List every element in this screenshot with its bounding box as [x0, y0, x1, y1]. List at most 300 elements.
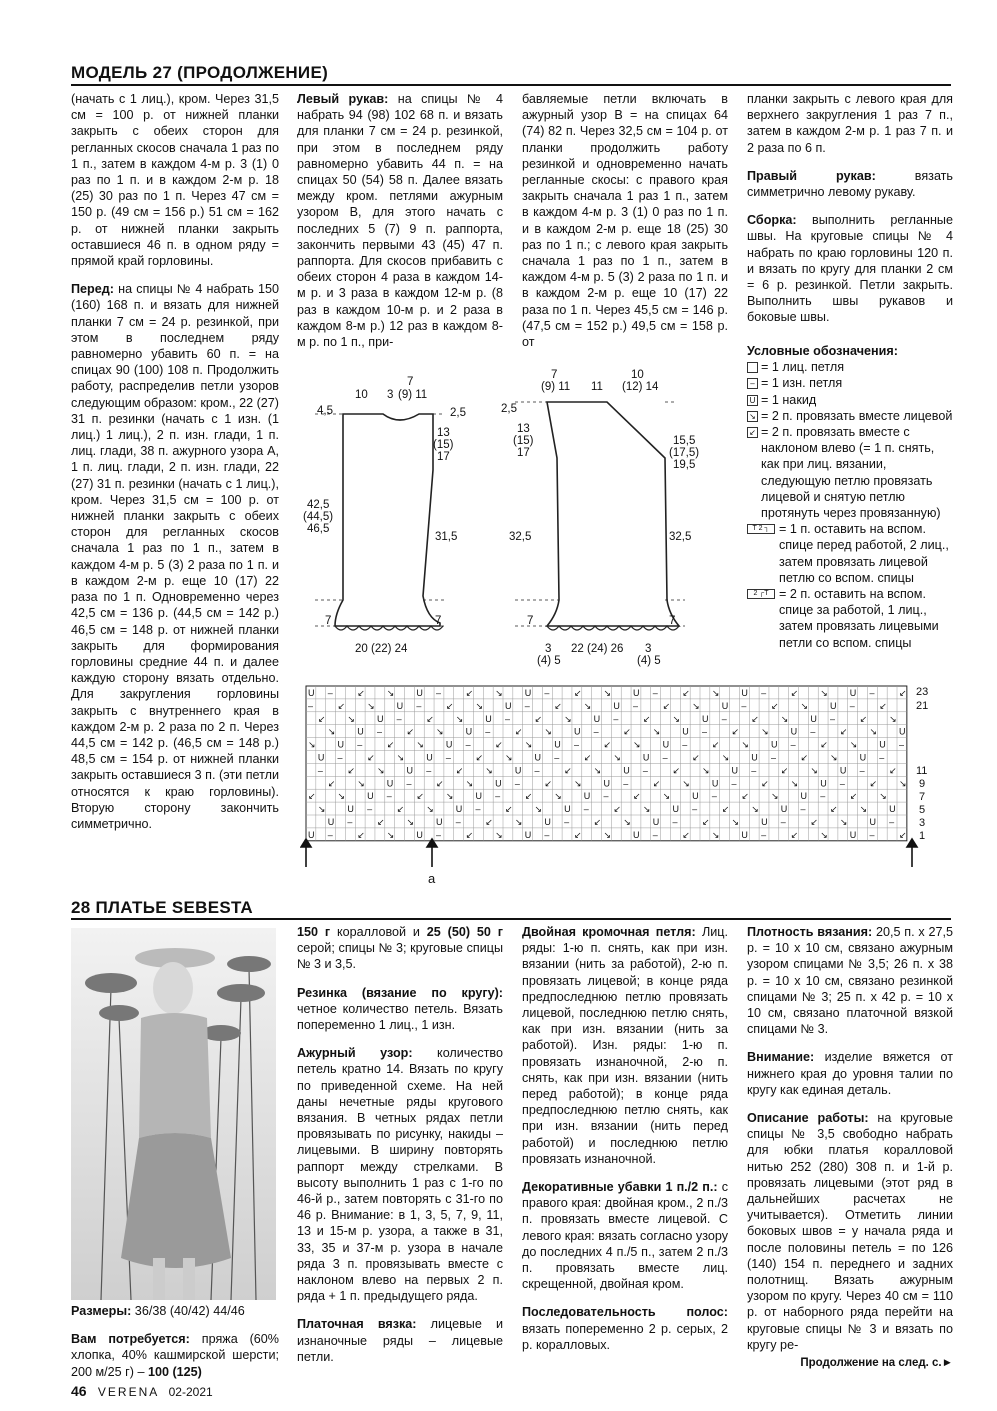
ssk-mark: ↙ — [534, 713, 543, 724]
yarnover-mark: U — [406, 765, 413, 776]
k2tog-mark: ↘ — [889, 713, 897, 724]
ssk-mark: ↙ — [524, 791, 533, 802]
yarnover-mark: U — [416, 688, 423, 698]
yarnover-mark: U — [761, 817, 768, 827]
ssk-mark: ↙ — [327, 778, 336, 789]
yarnover-mark: U — [839, 765, 847, 776]
sleeve-dim-left-raglan-3: 17 — [517, 447, 530, 459]
purl-mark: – — [554, 752, 560, 763]
k2tog-mark: ↘ — [544, 726, 552, 737]
model-photo — [71, 928, 276, 1300]
decreases-text: с правого края: двойная кром., 2 п./3 п. провязать вместе лицевой. С левого края: вязать согласно узору до последних 4 п./5 п., затем 2 п./3 п. провязать вместе лиц. скрещенной, двойная кром. — [522, 1180, 728, 1292]
purl-mark: – — [327, 829, 333, 840]
purl-mark: – — [573, 739, 579, 750]
sleeve-dim-side-right: 32,5 — [669, 531, 692, 543]
ssk-mark: ↙ — [889, 765, 897, 776]
k2tog-mark: ↘ — [475, 700, 483, 711]
ssk-mark: ↙ — [386, 739, 395, 750]
purl-mark: – — [702, 726, 708, 737]
ssk-mark: ↙ — [652, 778, 661, 789]
purl-mark: – — [357, 739, 363, 750]
k2tog-mark: ↘ — [603, 829, 612, 840]
purl-mark: – — [337, 752, 343, 763]
sleeve-dim-bottom-left-2: (4) 5 — [537, 655, 561, 667]
purl-mark: – — [790, 739, 796, 750]
k2tog-mark: ↘ — [859, 804, 868, 815]
paragraph-work — [747, 1110, 953, 1353]
k2tog-mark: ↘ — [800, 700, 809, 711]
legend-text: = 1 лиц. петля — [761, 360, 845, 375]
yarnover-mark: U — [514, 765, 522, 776]
yarnover-mark: U — [573, 726, 581, 737]
purl-mark: – — [524, 700, 530, 711]
sizes-text: 36/38 (40/42) 44/46 — [131, 1304, 245, 1318]
yarnover-mark: U — [613, 700, 620, 711]
heading-rib: Резинка (вязание по кругу): — [297, 985, 503, 1000]
yarnover-mark: U — [396, 700, 404, 711]
yarnover-mark: U — [308, 829, 315, 840]
sleeve-dim-top-11a: (9) 11 — [541, 381, 571, 393]
front-dim-top-10: 10 — [355, 389, 368, 401]
k2tog-mark: ↘ — [337, 791, 346, 802]
chart-marker-a: а — [428, 871, 436, 886]
purl-mark: – — [505, 713, 511, 724]
k2tog-mark: ↘ — [308, 739, 316, 750]
purl-mark: – — [780, 817, 786, 827]
footer — [71, 1383, 213, 1399]
ssk-mark: ↙ — [879, 700, 887, 711]
ssk-mark: ↙ — [662, 700, 671, 711]
ssk-mark: ↙ — [682, 688, 690, 698]
sleeve-dim-left-raglan-2: (15) — [513, 435, 534, 447]
row-number: 1 — [919, 830, 926, 842]
purl-mark: – — [800, 804, 806, 815]
yarnover-mark: U — [849, 688, 857, 698]
ssk-mark: ↙ — [613, 804, 621, 815]
yarnover-mark: U — [524, 829, 532, 840]
purl-mark: – — [544, 688, 550, 698]
garter-text: лицевые и изнаночные ряды – лицевые петли. — [297, 1317, 503, 1364]
purl-mark: – — [652, 829, 658, 840]
sleeve-dim-right-raglan-3: 19,5 — [673, 459, 696, 471]
sleeve-dim-bottom-mid: 22 (24) 26 — [571, 643, 624, 655]
ssk-mark: ↙ — [573, 688, 582, 698]
text-column-4 — [747, 91, 953, 338]
knit-symbol-icon — [747, 362, 758, 373]
ssk-mark: ↙ — [761, 778, 769, 789]
stripes-text: вязать попеременно 2 р. серых, 2 р. коралловых. — [522, 1321, 728, 1352]
yarnover-mark: U — [810, 713, 817, 724]
lace-text: количество петель кратно 14. Вязать по кругу по приведенной схеме. На ней даны нечетные ряды кругового вязания. В четных рядах петли провязывать по рисунку, накиды – лицевыми. В ширину повторять раппорт между стрелками. В высоту выполнить 1 раз с 1-го по 46-й р., затем повторять с 31-го по 46 р. Внимание: в 1, 3, 5, 7, 9, 11, 13 и 15-м р. узора, а также в 31, 33, 35 и 37-м р. узора в начале ряда 3 п. провязывать вместе с наклоном влево на первых 2 п. ряда + 1 п. предыдущего ряда. — [297, 1046, 503, 1304]
purl-mark: – — [711, 791, 717, 802]
yarnover-mark: U — [564, 804, 571, 815]
purl-symbol-icon: – — [747, 378, 758, 389]
ssk-mark: ↙ — [367, 752, 375, 763]
front-dim-side: 31,5 — [435, 531, 458, 543]
ssk-mark: ↙ — [564, 765, 572, 776]
purl-mark: – — [672, 817, 678, 827]
yarnover-mark: U — [308, 688, 315, 698]
yarnover-mark: U — [642, 752, 650, 763]
heading-garter: Платочная вязка: — [297, 1317, 417, 1332]
purl-mark: – — [406, 778, 412, 789]
purl-mark: – — [810, 726, 816, 737]
sleeve-dim-bottom-left-1: 3 — [545, 643, 552, 655]
yarnover-mark: U — [426, 752, 433, 763]
purl-mark: – — [830, 713, 836, 724]
yarnover-mark: U — [889, 804, 896, 815]
yarnover-mark: U — [524, 688, 532, 698]
yarnover-mark: U — [780, 804, 788, 815]
heading-assembly: Сборка: — [747, 213, 797, 228]
magazine-name: VERENA — [97, 1385, 160, 1399]
edge-text: Лиц. ряды: 1-ю п. снять, как при изн. вязании (нить за работой), 2-ю п. провязать лицевой; в конце ряда предпоследнюю петлю провязать лицевой, последнюю петлю снять, как при изн. вязании (нить за работой). Изн. ряды: 1-ю п. провязать изнаночной, 2-ю п. снять, как при изн. вязании (нить перед работой); в конце ряда предпоследнюю петлю снять, как при изн. вязании (нить перед работой) и последнюю петлю провязать изнаночной. — [522, 925, 728, 1166]
heading-front: Перед: — [71, 282, 114, 297]
ssk-mark: ↙ — [820, 739, 828, 750]
right-sleeve-text: вязать симметрично левому рукаву. — [747, 168, 953, 200]
ssk-mark: ↙ — [642, 713, 651, 724]
ssk-mark: ↙ — [682, 829, 690, 840]
title-underline — [71, 84, 951, 86]
purl-mark: – — [662, 752, 668, 763]
k2tog-mark: ↘ — [416, 739, 424, 750]
sleeve-dim-right-raglan-1: 15,5 — [673, 435, 696, 447]
yarnover-mark: U — [554, 739, 561, 750]
purl-mark: – — [869, 688, 875, 698]
stitch-chart — [300, 683, 940, 888]
k2tog-mark: ↘ — [682, 778, 690, 789]
yarnover-mark: U — [593, 713, 601, 724]
ssk-mark: ↙ — [436, 778, 444, 789]
yarnover-mark: U — [800, 791, 807, 802]
yarnover-symbol-icon: U — [747, 395, 758, 406]
k2tog-mark: ↘ — [761, 726, 769, 737]
purl-mark: – — [820, 791, 826, 802]
ssk-mark: ↙ — [376, 817, 385, 827]
sleeve-dim-top-10: 10 — [631, 369, 644, 381]
ssk-mark: ↙ — [465, 688, 474, 698]
legend — [747, 343, 953, 651]
heading-attention: Внимание: — [747, 1050, 815, 1065]
k2tog-mark: ↘ — [662, 791, 671, 802]
purl-mark: – — [514, 778, 520, 789]
ssk-mark: ↙ — [406, 726, 415, 737]
yarnover-mark: U — [879, 739, 886, 750]
k2tog-mark: ↘ — [406, 817, 415, 827]
purl-mark: – — [741, 700, 747, 711]
ssk-mark: ↙ — [573, 829, 582, 840]
paragraph-rib — [297, 985, 503, 1034]
attention-text: изделие вяжется от нижнего края до уровня талии по кругу как единая деталь. — [747, 1050, 953, 1097]
yarnover-mark: U — [790, 726, 798, 737]
legend-item-cable-front — [747, 521, 953, 586]
k2tog-mark: ↘ — [652, 726, 661, 737]
ssk-mark: ↙ — [593, 817, 602, 827]
yarnover-mark: U — [544, 817, 551, 827]
yarnover-mark: U — [416, 829, 423, 840]
materials-amount: 100 (125) — [147, 1364, 202, 1379]
heading-materials: Вам потребуется: — [71, 1332, 190, 1347]
section-title: 28 ПЛАТЬЕ SEBESTA — [71, 898, 254, 917]
sleeve-dim-band-left: 7 — [527, 615, 534, 627]
yarnover-mark: U — [633, 829, 640, 840]
yarn-text-2: серой; спицы № 3; круговые спицы № 3 и 3,5. — [297, 941, 503, 972]
purl-mark: – — [751, 765, 757, 776]
yarnover-mark: U — [386, 778, 394, 789]
heading-stripes: Последовательность полос: — [522, 1305, 728, 1320]
legend-item-cable-back — [747, 586, 953, 651]
front-dim-shoulder: 2,5 — [450, 407, 466, 419]
paragraph-yarn — [297, 924, 503, 973]
heading-lace: Ажурный узор: — [297, 1046, 413, 1061]
front-dim-height-3: 46,5 — [307, 523, 330, 535]
purl-mark: – — [317, 765, 323, 776]
front-dim-raglan-2: (15) — [433, 439, 454, 451]
ssk-symbol-icon: ↙ — [747, 427, 758, 438]
purl-mark: – — [692, 804, 698, 815]
legend-text: = 2 п. оставить на вспом. спице за работой, 1 лиц., затем провязать лицевыми петли со вспом. спицы — [779, 587, 939, 650]
sizes-block — [71, 1303, 279, 1392]
yarnover-mark: U — [672, 804, 679, 815]
yarnover-mark: U — [662, 739, 670, 750]
ssk-mark: ↙ — [357, 829, 365, 840]
ssk-mark: ↙ — [849, 791, 858, 802]
paragraph-sleeve-top: планки закрыть с левого края для верхнего закругления 1 раз 7 п., затем в каждом 2-м р. 1 раз 7 п. и 2 раза по 6 п. — [747, 92, 953, 155]
ssk-mark: ↙ — [465, 829, 474, 840]
k2tog-mark: ↘ — [711, 688, 720, 698]
purl-mark: – — [426, 765, 432, 776]
ssk-mark: ↙ — [396, 804, 405, 815]
k2tog-mark: ↘ — [879, 791, 887, 802]
pattern-schematics — [295, 368, 735, 668]
heading-work: Описание работы: — [747, 1111, 869, 1126]
ssk-mark: ↙ — [416, 791, 424, 802]
k2tog-mark: ↘ — [780, 713, 789, 724]
text-column-b — [297, 924, 503, 1377]
yarnover-mark: U — [751, 752, 758, 763]
yarnover-mark: U — [869, 817, 876, 827]
yarnover-mark: U — [357, 726, 364, 737]
legend-text: = 1 изн. петля — [761, 376, 843, 391]
row-number: 11 — [916, 765, 928, 777]
yarn-amount-1: 150 г — [297, 925, 331, 939]
yarnover-mark: U — [376, 713, 384, 724]
front-dim-top-3: 3 — [387, 389, 394, 401]
row-number: 23 — [916, 686, 929, 698]
yarnover-mark: U — [741, 688, 748, 698]
text-column-1 — [71, 91, 279, 844]
legend-item-yarnover — [747, 392, 953, 408]
ssk-mark: ↙ — [770, 700, 779, 711]
gauge-text: 20,5 п. х 27,5 р. = 10 х 10 см, связано ажурным узором спицами № 3,5; 26 п. х 38 р. = 10 х 10 см, связано резинкой спицами № 3; 25 п. х 42 р. = 10 х 10 см, связано платочной вязкой спицами № 3. — [747, 925, 953, 1037]
paragraph-garter — [297, 1316, 503, 1365]
front-dim-band-right: 7 — [435, 615, 442, 627]
purl-mark: – — [416, 700, 422, 711]
legend-item-ssk — [747, 424, 953, 521]
k2tog-mark: ↘ — [386, 688, 395, 698]
yarnover-mark: U — [455, 804, 463, 815]
yarnover-mark: U — [327, 817, 335, 827]
yarnover-mark: U — [623, 765, 630, 776]
continue-note: Продолжение на след. с.► — [800, 1357, 953, 1370]
k2tog-mark: ↘ — [731, 817, 740, 827]
heading-edge: Двойная кромочная петля: — [522, 925, 696, 939]
ssk-mark: ↙ — [780, 765, 789, 776]
purl-mark: – — [652, 688, 658, 698]
k2tog-mark: ↘ — [495, 829, 503, 840]
k2tog-mark: ↘ — [524, 739, 533, 750]
ssk-mark: ↙ — [445, 700, 454, 711]
text-column-2 — [297, 91, 503, 362]
heading-sizes: Размеры: — [71, 1304, 132, 1318]
k2tog-mark: ↘ — [899, 778, 907, 789]
ssk-mark: ↙ — [830, 804, 838, 815]
yarnover-mark: U — [899, 726, 906, 737]
k2tog-mark: ↘ — [573, 778, 582, 789]
ssk-mark: ↙ — [475, 752, 483, 763]
ssk-mark: ↙ — [455, 765, 464, 776]
yarnover-mark: U — [692, 791, 699, 802]
sleeve-dim-top-7: 7 — [551, 369, 558, 381]
purl-mark: – — [445, 752, 451, 763]
heading-gauge: Плотность вязания: — [747, 925, 873, 939]
purl-mark: – — [564, 817, 570, 827]
heading-left-sleeve: Левый рукав: — [297, 92, 389, 106]
k2tog-mark: ↘ — [495, 688, 503, 698]
yarnover-mark: U — [849, 829, 857, 840]
k2tog-mark: ↘ — [465, 778, 474, 789]
ssk-mark: ↙ — [721, 804, 730, 815]
sleeve-dim-left-raglan-1: 13 — [517, 423, 530, 435]
purl-mark: – — [475, 804, 481, 815]
k2tog-mark: ↘ — [564, 713, 572, 724]
k2tog-mark: ↘ — [514, 817, 523, 827]
purl-mark: – — [899, 739, 905, 750]
front-dim-top-7: 7 — [407, 376, 414, 388]
purl-mark: – — [623, 778, 629, 789]
yarn-text-1: коралловой и — [330, 925, 427, 939]
purl-mark: – — [436, 688, 442, 698]
paragraph-sizes — [71, 1303, 279, 1319]
purl-mark: – — [682, 739, 688, 750]
purl-mark: – — [327, 688, 333, 698]
front-dim-raglan-1: 13 — [437, 427, 450, 439]
ssk-mark: ↙ — [751, 713, 759, 724]
paragraph-gauge — [747, 924, 953, 1037]
purl-mark: – — [455, 817, 461, 827]
ssk-mark: ↙ — [692, 752, 700, 763]
paragraph-lace — [297, 1045, 503, 1304]
yarnover-mark: U — [367, 791, 374, 802]
k2tog-mark: ↘ — [347, 713, 355, 724]
purl-mark: – — [869, 829, 875, 840]
k2tog-mark: ↘ — [830, 752, 838, 763]
yarnover-mark: U — [534, 752, 542, 763]
yarnover-mark: U — [603, 778, 610, 789]
yarnover-mark: U — [770, 739, 778, 750]
ssk-mark: ↙ — [426, 713, 434, 724]
k2tog-mark: ↘ — [554, 791, 562, 802]
k2tog-mark: ↘ — [357, 778, 365, 789]
row-number: 5 — [919, 804, 926, 816]
yarnover-mark: U — [859, 752, 867, 763]
yarnover-mark: U — [741, 829, 748, 840]
left-sleeve-text: на спицы № 4 набрать 94 (98) 102 68 п. и вязать для планки 7 см = 24 р. резинкой, при этом в последнем ряду равномерно убавить 44 п. = на спицах 50 (54) 58 п. Далее вязать между кром. петлями ажурным узором В, для этого начать с последних 5 (7) 9 п. раппорта, закончить первыми 43 (45) 47 п. раппорта. Для скосов прибавить с обеих сторон 4 раза в каждом 14-м р. и 3 раза в каждом 12-м р. (8 раз в каждом 10-м р. и 2 раза в каждом 8-м р.) 12 раз в каждом 8-м р. по 1 п., при- — [297, 92, 503, 350]
sleeve-dim-side-left: 32,5 — [509, 531, 532, 543]
k2tog-mark: ↘ — [317, 804, 326, 815]
legend-text: = 2 п. провязать вместе с наклоном влево (= 1 п. снять, как при лиц. вязании, следующую петлю провязать лицевой и снятую петлю протянуть через провязанную) — [761, 425, 941, 521]
yarnover-mark: U — [633, 688, 640, 698]
paragraph-attention — [747, 1049, 953, 1098]
paragraph-assembly — [747, 212, 953, 325]
k2tog-mark: ↘ — [839, 817, 848, 827]
purl-mark: – — [485, 726, 491, 737]
ssk-mark: ↙ — [672, 765, 680, 776]
purl-mark: – — [308, 700, 314, 711]
purl-mark: – — [721, 713, 727, 724]
yarnover-mark: U — [485, 713, 492, 724]
chart-row-numbers — [916, 686, 928, 842]
k2tog-mark: ↘ — [376, 765, 385, 776]
front-dim-raglan-3: 17 — [437, 451, 450, 463]
assembly-text: выполнить регланные швы. На круговые спицы № 4 набрать по краю горловины 120 п. и вязать по кругу для планки 2 см = 6 р. резинкой. Петли закрыть. Выполнить швы рукавов и боковые швы. — [747, 213, 953, 325]
k2tog-mark: ↘ — [327, 726, 336, 737]
paragraph-decreases — [522, 1179, 728, 1292]
ssk-mark: ↙ — [790, 829, 799, 840]
purl-mark: – — [761, 688, 767, 698]
k2tog-mark: ↘ — [505, 752, 513, 763]
k2tog-mark: ↘ — [869, 726, 877, 737]
front-dim-height-1: 42,5 — [307, 499, 330, 511]
yarnover-mark: U — [711, 778, 719, 789]
paragraph-materials — [71, 1331, 279, 1380]
ssk-mark: ↙ — [347, 765, 355, 776]
ssk-mark: ↙ — [810, 817, 818, 827]
paragraph-front — [71, 281, 279, 832]
purl-mark: – — [376, 726, 382, 737]
yarnover-mark: U — [652, 817, 660, 827]
yarnover-mark: U — [337, 739, 345, 750]
ssk-mark: ↙ — [800, 752, 809, 763]
ssk-mark: ↙ — [859, 713, 868, 724]
legend-item-knit — [747, 359, 953, 375]
paragraph-back-end: (начать с 1 лиц.), кром. Через 31,5 см = 100 р. от нижней планки закрыть с обеих сторон для регланных скосов сначала 1 раз по 1 п., затем в каждом 4-м р. 3 (1) 0 раз по 1 п. и в каждом 2-м р. 18 (25) 30 раз по 1 п. Через 47 см = 150 р. (49 см = 156 р.) 51 см = 162 р. от нижней планки закрыть оставшиеся 46 п. в одном ряду = прямой край горловины. — [71, 92, 279, 269]
front-dim-band: 7 — [325, 615, 332, 627]
ssk-mark: ↙ — [702, 817, 710, 827]
purl-mark: – — [436, 829, 442, 840]
ssk-mark: ↙ — [485, 817, 493, 827]
purl-mark: – — [367, 804, 373, 815]
purl-mark: – — [465, 739, 471, 750]
ssk-mark: ↙ — [731, 726, 740, 737]
sleeve-dim-top-mid: 11 — [591, 381, 603, 393]
ssk-mark: ↙ — [514, 726, 523, 737]
yarnover-mark: U — [445, 739, 453, 750]
k2tog-mark: ↘ — [633, 739, 641, 750]
purl-mark: – — [347, 817, 353, 827]
purl-mark: – — [613, 713, 619, 724]
k2tog-mark: ↘ — [455, 713, 464, 724]
purl-mark: – — [396, 713, 402, 724]
page-number: 46 — [71, 1383, 87, 1399]
purl-mark: – — [761, 829, 767, 840]
ssk-mark: ↙ — [357, 688, 365, 698]
row-number: 9 — [919, 778, 926, 790]
rib-text: четное количество петель. Вязать попеременно 1 лиц., 1 изн. — [297, 1001, 503, 1033]
purl-mark: – — [770, 752, 776, 763]
text-column-d — [747, 924, 953, 1371]
front-text: на спицы № 4 набрать 150 (160) 168 п. и вязать для нижней планки 7 см = 24 р. резинкой, при этом в последнем ряду равномерно убавить 60 п. = на спицах 90 (100) 108 п. Продолжить работу, распределив петли узоров следующим образом: кром., 22 (27) 31 п. резинки (начать с 1 изн. (1 лиц.) 1 лиц.), 2 п. изн. глади, 1 п. лиц. глади, 38 п. ажурного узора А, 1 п. лиц. глади, 2 п. изн. глади, 22 (27) 31 п. резинки (начать с 1 лиц.), кром. Через 31,5 см = 100 р. от нижней планки закрыть с обеих сторон для регланных скосов сначала 1 раз по 1 п., затем в каждом 4-м р. 5 (3) 2 раза по 1 п. и в каждом 2-м р. еще 10 (17) 22 раза по 1 п. Одновременно через 42,5 см = 136 р. (44,5 см = 142 р.) 46,5 см = 148 р. от нижней планки закрыть для формирования горловины средние 44 п. и далее каждую сторону вязать отдельно. Для закругления горловины закрыть с внутреннего края в каждом 2-м р. 2 раза по 2 п. Через 44,5 см = 142 р. (46,5 см = 148 р.) 48,5 см = 154 р. от нижней планки закрыть оставшиеся 3 п. (эти петли относятся к краю горловины). Вторую сторону закончить симметрично. — [71, 282, 279, 831]
